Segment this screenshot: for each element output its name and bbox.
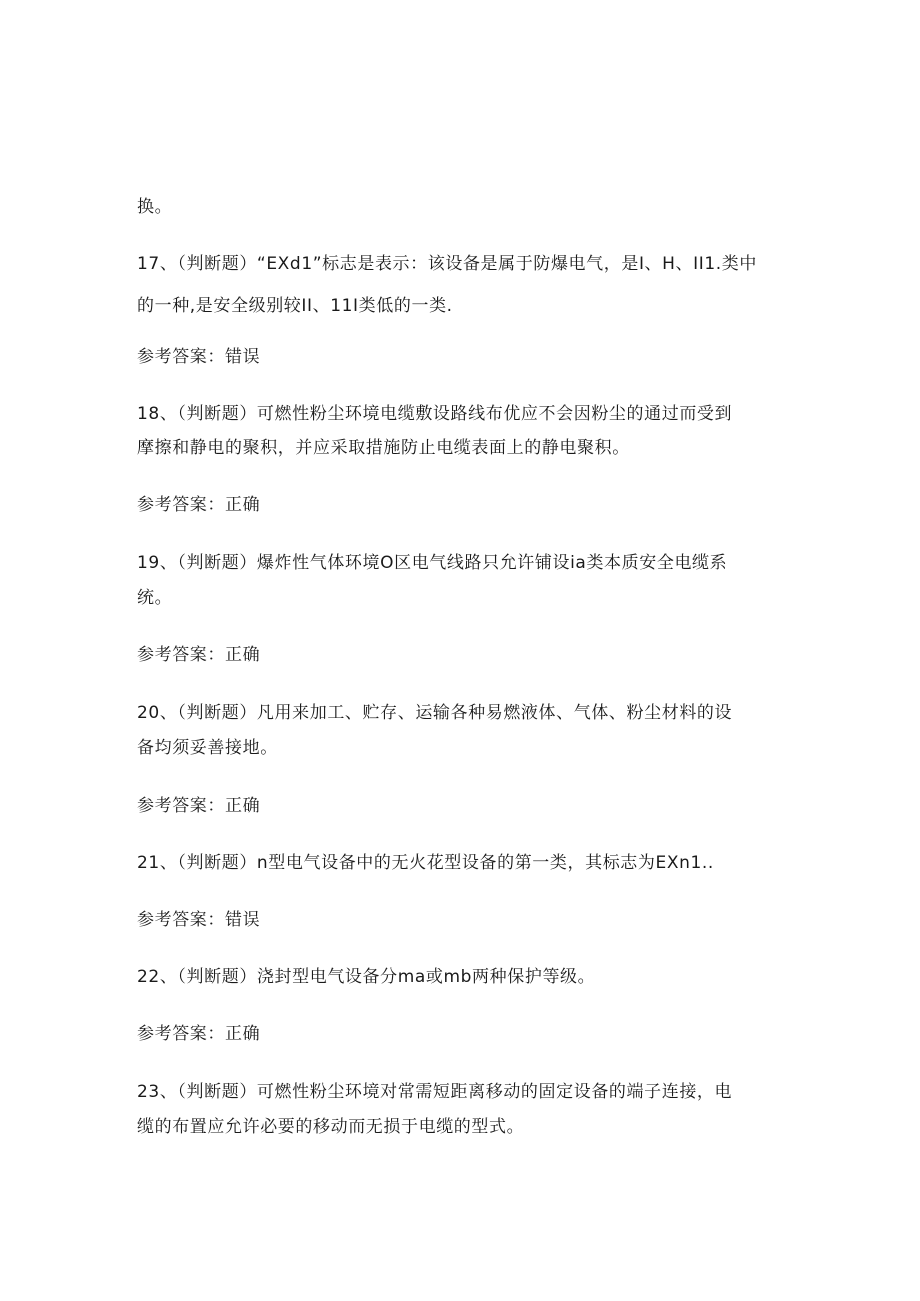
question-22-line-1: 22、（判断题）浇封型电气设备分ma或mb两种保护等级。 xyxy=(137,967,596,987)
question-19-line-1: 19、（判断题）爆炸性气体环境O区电气线路只允许铺设ia类本质安全电缆系 xyxy=(137,553,728,573)
question-23-line-2: 缆的布置应允许必要的移动而无损于电缆的型式。 xyxy=(137,1117,525,1137)
answer-18: 参考答案：正确 xyxy=(137,495,261,515)
answer-20: 参考答案：正确 xyxy=(137,796,261,816)
question-17-line-1: 17、（判断题）“EXd1”标志是表示：该设备是属于防爆电气，是I、H、II1.类中 xyxy=(137,254,757,274)
answer-21: 参考答案：错误 xyxy=(137,910,261,930)
question-23-line-1: 23、（判断题）可燃性粉尘环境对常需短距离移动的固定设备的端子连接，电 xyxy=(137,1082,733,1102)
question-18-line-2: 摩擦和静电的聚积，并应采取措施防止电缆表面上的静电聚积。 xyxy=(137,438,630,458)
text-line: 换。 xyxy=(137,197,173,217)
answer-19: 参考答案：正确 xyxy=(137,645,261,665)
question-17-line-2: 的一种,是安全级别较II、11I类低的一类. xyxy=(137,296,453,316)
question-18-line-1: 18、（判断题）可燃性粉尘环境电缆敷设路线布优应不会因粉尘的通过而受到 xyxy=(137,404,733,424)
question-20-line-2: 备均须妥善接地。 xyxy=(137,738,278,758)
answer-17: 参考答案：错误 xyxy=(137,347,261,367)
answer-22: 参考答案：正确 xyxy=(137,1024,261,1044)
question-21-line-1: 21、（判断题）n型电气设备中的无火花型设备的第一类，其标志为EXn1.. xyxy=(137,853,714,873)
question-20-line-1: 20、（判断题）凡用来加工、贮存、运输各种易燃液体、气体、粉尘材料的设 xyxy=(137,703,733,723)
question-19-line-2: 统。 xyxy=(137,588,173,608)
